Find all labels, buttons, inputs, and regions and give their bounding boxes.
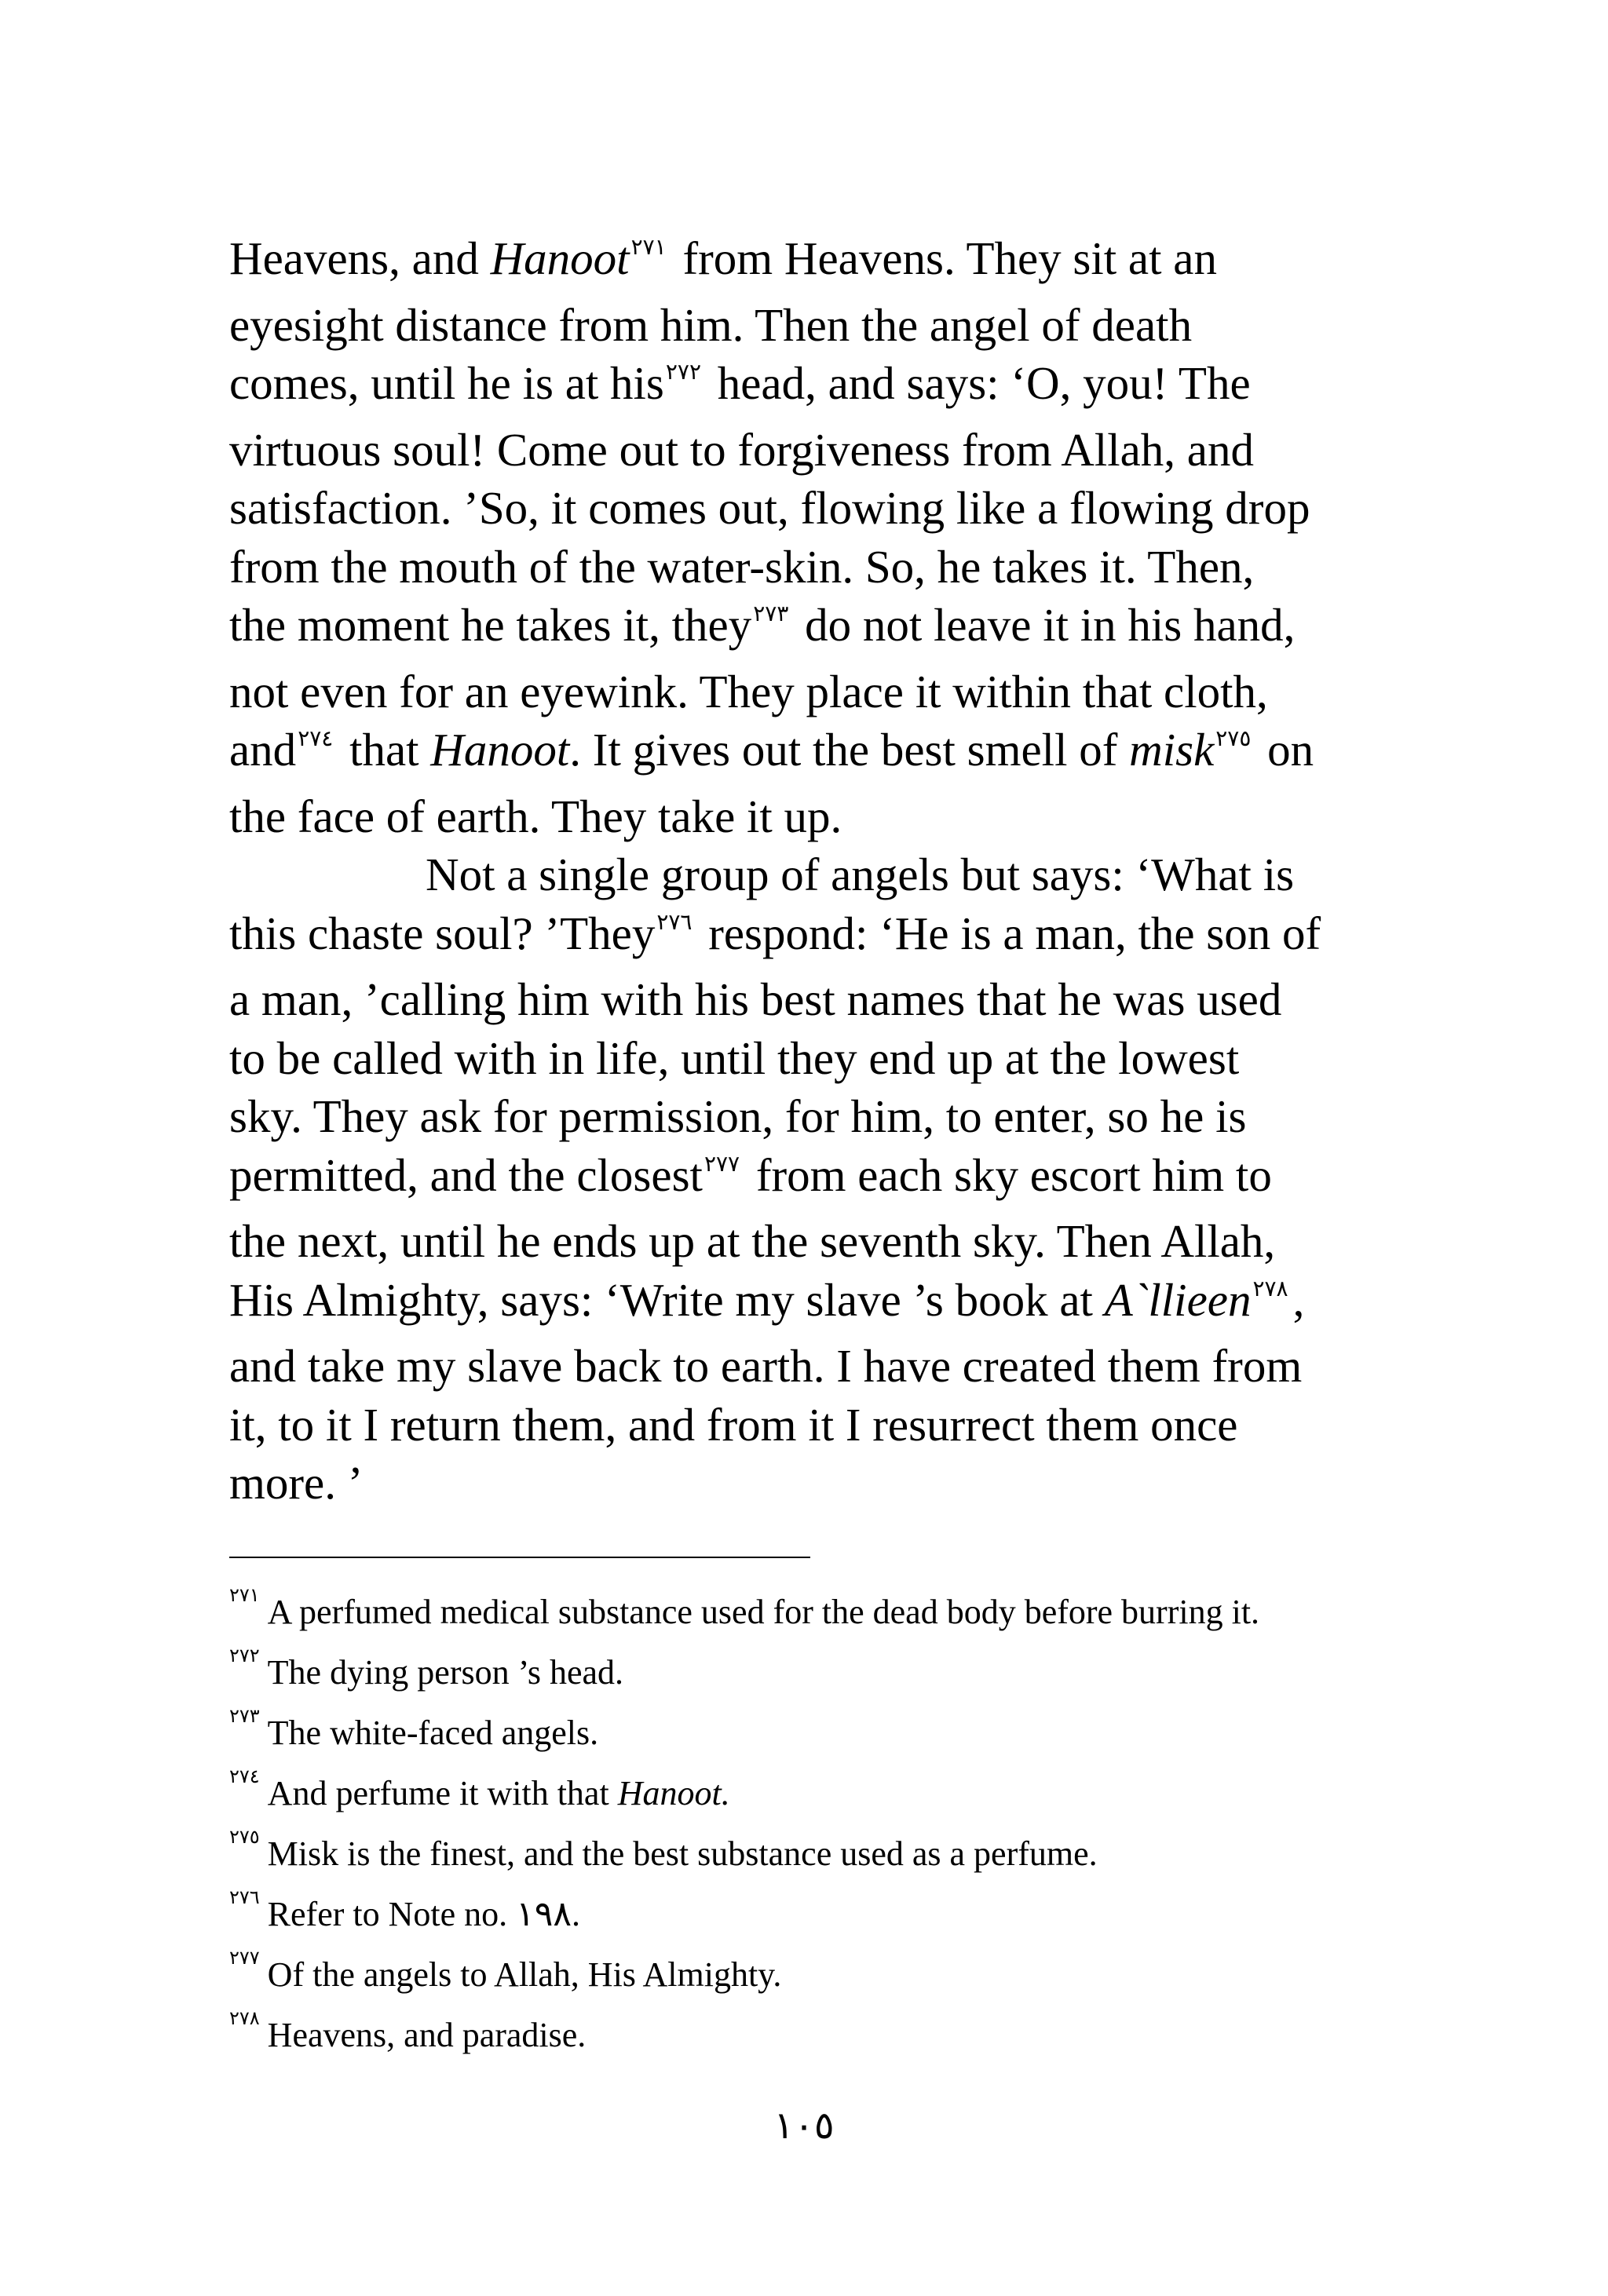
text-run: from the mouth of the water-skin. So, he takes it. Then,	[229, 540, 1255, 593]
text-run: it, to it I return them, and from it I resurrect them once	[229, 1398, 1238, 1451]
text-line	[229, 787, 1391, 846]
text-run: comes, until he is at his	[229, 357, 664, 409]
footnote-number: ٢٧٧	[229, 1948, 260, 1969]
text-line	[229, 538, 1391, 597]
text-run: respond: ‘He is a man, the son of	[696, 907, 1321, 959]
footnote	[229, 1944, 1391, 2005]
footnote-ref: ٢٧٥	[1215, 727, 1252, 752]
text-line	[229, 354, 1391, 413]
text-line	[229, 479, 1391, 538]
text-line	[229, 663, 1391, 721]
text-line	[229, 1212, 1391, 1271]
text-line	[229, 1087, 1391, 1146]
text-line	[229, 970, 1391, 1029]
text-run: ,	[1292, 1273, 1305, 1326]
italic-text: misk	[1129, 724, 1215, 776]
text-run: and	[229, 724, 297, 776]
text-run: Heavens, and paradise.	[267, 2016, 587, 2054]
text-run: do not leave it in his hand,	[793, 599, 1296, 651]
italic-text: A`llieen	[1104, 1273, 1252, 1326]
footnote	[229, 1582, 1391, 1642]
text-run: this chaste soul? ’They	[229, 907, 656, 959]
text-run: His Almighty, says: ‘Write my slave ’s book at	[229, 1273, 1105, 1326]
page-number: ١٠٥	[773, 2104, 835, 2148]
text-run: A perfumed medical substance used for the dead body before burring it.	[267, 1593, 1260, 1631]
main-text	[229, 229, 1391, 1513]
footnote-ref: ٢٧٤	[298, 727, 334, 752]
footnote-ref: ٢٧٧	[704, 1152, 740, 1177]
text-line	[229, 1271, 1391, 1330]
text-run: the moment he takes it, they	[229, 599, 752, 651]
text-run: The dying person ’s head.	[267, 1653, 624, 1692]
footnote	[229, 1823, 1391, 1884]
text-run: that	[338, 724, 431, 776]
text-run: . It gives out the best smell of	[569, 724, 1130, 776]
text-run: head, and says: ‘O, you! The	[706, 357, 1251, 409]
text-run: and take my slave back to earth. I have created them from	[229, 1340, 1303, 1392]
text-run: Of the angels to Allah, His Almighty.	[267, 1955, 782, 1994]
text-run: on	[1255, 724, 1314, 776]
footnote-ref: ٢٧٦	[656, 910, 693, 935]
text-run: virtuous soul! Come out to forgiveness from Allah, and	[229, 423, 1254, 476]
text-line	[229, 845, 1391, 904]
text-run: from Heavens. They sit at an	[671, 232, 1217, 284]
text-run: to be called with in life, until they end up at the lowest	[229, 1031, 1240, 1084]
text-run: The white-faced angels.	[267, 1714, 599, 1752]
text-run: Not a single group of angels but says: ‘What is	[426, 849, 1295, 900]
footnote-ref: ٢٧٣	[753, 602, 789, 627]
text-line	[229, 421, 1391, 480]
footnote-number: ٢٧٣	[229, 1706, 260, 1728]
text-line	[229, 596, 1391, 655]
text-run: not even for an eyewink. They place it within that cloth,	[229, 665, 1268, 717]
text-line	[229, 1454, 1391, 1513]
text-run: sky. They ask for permission, for him, to enter, so he is	[229, 1090, 1247, 1142]
text-run: eyesight distance from him. Then the angel of death	[229, 298, 1193, 351]
footnote	[229, 1642, 1391, 1703]
text-line	[229, 1029, 1391, 1088]
footnote-number: ٢٧١	[229, 1586, 260, 1607]
text-run: a man, ’calling him with his best names that he was used	[229, 973, 1282, 1025]
text-run: Refer to Note no. ١٩٨.	[267, 1895, 581, 1933]
text-line	[229, 1396, 1391, 1455]
footnote-number: ٢٧٦	[229, 1888, 260, 1909]
text-run: more. ’	[229, 1457, 364, 1509]
text-line	[229, 229, 1391, 288]
text-run: And perfume it with that	[267, 1774, 618, 1812]
text-run: the face of earth. They take it up.	[229, 790, 842, 842]
text-run: satisfaction. ’So, it comes out, flowing like a flowing drop	[229, 482, 1310, 534]
text-line	[229, 904, 1391, 963]
footnote-number: ٢٧٢	[229, 1646, 260, 1667]
footnote	[229, 1884, 1391, 1944]
text-line	[229, 1337, 1391, 1396]
footnote-number: ٢٧٤	[229, 1767, 260, 1788]
text-line	[229, 1146, 1391, 1205]
footnotes	[229, 1582, 1391, 2065]
text-run: Heavens, and	[229, 232, 491, 284]
text-run: from each sky escort him to	[744, 1148, 1272, 1201]
italic-text: Hanoot	[430, 724, 570, 776]
italic-text: Hanoot	[490, 232, 630, 284]
footnote-ref: ٢٧٢	[665, 360, 701, 385]
footnote-divider	[229, 1557, 810, 1558]
text-run: the next, until he ends up at the seventh sky. Then Allah,	[229, 1215, 1276, 1267]
footnote-number: ٢٧٥	[229, 1827, 260, 1849]
text-run: permitted, and the closest	[229, 1148, 703, 1201]
text-line	[229, 721, 1391, 779]
italic-text: Hanoot.	[617, 1774, 730, 1812]
footnote	[229, 2005, 1391, 2065]
footnote-ref: ٢٧٨	[1252, 1276, 1288, 1301]
footnote-number: ٢٧٨	[229, 2009, 260, 2030]
footnote	[229, 1703, 1391, 1763]
footnote-ref: ٢٧١	[630, 235, 667, 261]
footnote	[229, 1763, 1391, 1823]
text-line	[229, 296, 1391, 355]
text-run: Misk is the finest, and the best substance used as a perfume.	[267, 1834, 1098, 1873]
